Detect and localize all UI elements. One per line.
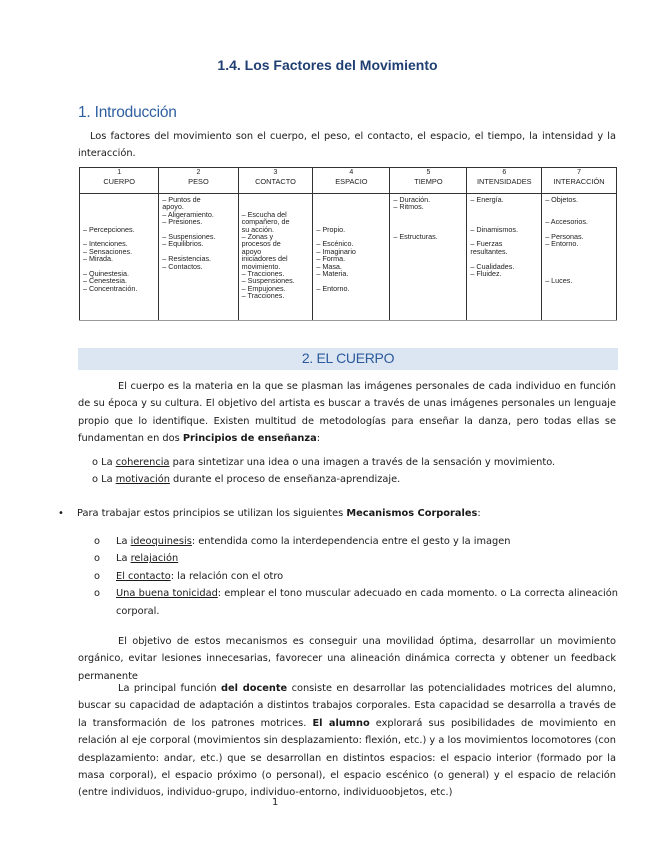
table-cell-line: – Escénico. <box>316 239 354 249</box>
table-cell-line: – Masa. <box>316 261 342 271</box>
table-cell-line: – Sensaciones. <box>83 246 133 256</box>
section-title: 2. EL CUERPO <box>301 350 395 366</box>
table-cell-line: – Concentración. <box>83 283 138 293</box>
principles-label: Principios de enseñanza <box>182 433 317 445</box>
principles-list <box>92 454 592 489</box>
table-cell-line: – Dinamismos. <box>470 224 518 234</box>
table-cell-line <box>316 196 387 203</box>
table-cell-line: – Objetos. <box>545 195 578 204</box>
table-header: 6 INTENSIDADES <box>467 168 542 194</box>
table-cell-cuerpo <box>80 194 159 321</box>
table-cell-peso <box>159 194 238 321</box>
table-cell-line <box>242 196 311 203</box>
table-cell-line: – Zonas y <box>241 232 274 242</box>
table-header: 1 CUERPO <box>80 168 159 194</box>
document-title: 1.4. Los Factores del Movimiento <box>217 57 438 73</box>
table-cell-line: – Resistencias. <box>162 254 212 264</box>
table-cell-line: – Cualidades. <box>470 261 515 271</box>
table-cell-line: – Personas. <box>545 232 584 242</box>
table-header: 4 ESPACIO <box>313 168 390 194</box>
table-cell-line: – Luces. <box>545 276 573 286</box>
table-cell-line: – Suspensiones. <box>162 232 216 242</box>
table-cell-line: – Escucha del <box>241 209 287 219</box>
table-cell-line: apoyo <box>241 246 262 256</box>
table-cell-line: – Entorno. <box>545 239 579 249</box>
table-cell-line: – Forma. <box>316 254 346 264</box>
table-cell-contacto <box>238 194 313 321</box>
table-cell-line: – Accesorios. <box>545 217 588 227</box>
factors-table <box>79 167 617 321</box>
table-cell-line <box>545 248 614 255</box>
table-cell-line: apoyo. <box>162 202 184 212</box>
table-cell-line: – Contactos. <box>162 261 203 271</box>
table-cell-line: compañero, de <box>241 217 290 227</box>
circle-bullet-icon: o <box>94 588 100 600</box>
table-cell-line: movimiento. <box>241 261 281 271</box>
table-cell-line: – Duración. <box>393 195 431 204</box>
table-cell-line: – Percepciones. <box>83 224 135 234</box>
intro-heading: 1. Introducción <box>78 104 177 121</box>
circle-bullet-icon: o <box>94 536 100 547</box>
list-item: o La motivación durante el proceso de enseñanza-aprendizaje. <box>92 474 401 486</box>
table-cell-line: – Estructuras. <box>393 232 438 242</box>
table-cell-line <box>545 255 614 262</box>
table-cell-line <box>83 211 156 218</box>
table-cell-line: – Ritmos. <box>393 202 424 212</box>
page-number: 1 <box>272 797 279 808</box>
list-item: o La coherencia para sintetizar una idea o una imagen a través de la sensación y movimiento. <box>92 457 556 468</box>
docente-paragraph: La principal función del docente consiste en desarrollar las potencialidades motrices del alumno, buscar su capacidad de adaptación a distintos trabajos corporales. Esta capacidad se desarrolla a través de la transformación de los patrones motrices. El alumno explorará sus posibilidades de movimiento en relación al eje corporal (movimientos sin desplazamiento: flexión, etc.) y a los movimientos locomotores (con desplazamiento: andar, etc.) que se desarrollan en distintos espacios: el espacio interior (formado por la masa corporal), el espacio próximo (o personal), el espacio escénico (o general) y el espacio de relación (entre individuos, individuo-grupo, individuo-entorno, individuoobjetos, etc.) <box>78 683 616 799</box>
circle-bullet-icon: o <box>94 570 100 582</box>
table-cell-espacio <box>313 194 390 321</box>
table-cell-line <box>545 203 614 210</box>
table-cell-line: – Mirada. <box>83 254 113 264</box>
table-header-row <box>80 168 617 194</box>
list-item: o La relajación <box>94 550 618 567</box>
table-cell-line: – Quinestesia. <box>83 269 129 279</box>
table-cell-line <box>470 203 539 210</box>
table-cell-line: – Propio. <box>316 224 346 234</box>
table-cell-line: su acción. <box>241 224 274 234</box>
table-cell-line: iniciadores del <box>241 254 288 264</box>
table-cell-tiempo <box>390 194 467 321</box>
table-header: 5 TIEMPO <box>390 168 467 194</box>
table-cell-line: – Tracciones. <box>241 269 285 279</box>
table-cell-line <box>470 211 539 218</box>
document-page: 1.4. Los Factores del Movimiento 1. Introducción Los factores del movimiento son el cuerpo, el peso, el contacto, el espacio, el tiempo, la intensidad y la interacción. 1 CUERPO 2 PESO 3 CONTACTO 4 ESPACIO 5 TIEMPO 6 INTENSIDADES 7 INTERACCIÓN – Percepciones. – Intenciones. – Sensaciones. – Mirada. – Quinestesia. – Cenestesia. – Concentración. – Puntos de apoyo. – Aligeramiento. – Presiones. – Suspensiones. – Equilibrios. – Resistencias. – Contactos. – Escucha del compañero, de su acción. – Zonas y procesos de apoyo iniciadores del movimiento. – Tracciones. – Suspensiones. – Empujones. – Tracciones. – Propio. – Escénico. – Imaginario – Forma. – Masa. – Materia. – Entorno. – Duración. – Ritmos. – Estructuras. – Energía. – Dinamismos. – Fuerzas resultantes. – Cualidades. – Fluidez. – Objetos. – Accesorios. – Personas. – Entorno. – Luces. 2. EL CUERPO El cuerpo es la materia en la que se plasman las imágenes personales de cada individuo en función de su época y su cultura. El objetivo del artista es buscar a través de unas imágenes personales un lenguaje propio que lo identifique. Existen multitud de metodologías para enseñar la danza, pero todas ellas se fundamentan en dos Principios de enseñanza: o La coherencia para sintetizar una idea o una imagen a través de la sensación y movimiento. o La motivación durante el proceso de enseñanza-aprendizaje. • Para trabajar estos principios se utilizan los siguientes Mecanismos Corporales: o La ideoquinesis: entendida como la interdependencia entre el gesto y la imagen o La relajación o El contacto: la relación con el otro o Una buena tonicidad: emplear el tono muscular adecuado en cada momento. o La correcta alineación corporal. El objetivo de estos mecanismos es conseguir una movilidad óptima, desarrollar un movimiento orgánico, evitar lesiones innecesarias, favorecer una alineación dinámica correcta y obtener un feedback permanente La principal función del docente consiste en desarrollar las potencialidades motrices del alumno, buscar su capacidad de adaptación a distintos trabajos corporales. Esta capacidad se desarrolla a través de la transformación de los patrones motrices. El alumno explorará sus posibilidades de movimiento en relación al eje corporal (movimientos sin desplazamiento: flexión, etc.) y a los movimientos locomotores (con desplazamiento: andar, etc.) que se desarrollan en distintos espacios: el espacio interior (formado por la masa corporal), el espacio próximo (o personal), el espacio escénico (o general) y el espacio de relación (entre individuos, individuo-grupo, individuo-entorno, individuoobjetos, etc.) 1 <box>0 0 655 848</box>
intro-paragraph: Los factores del movimiento son el cuerpo, el peso, el contacto, el espacio, el tiempo, la intensidad y la interacción. <box>78 131 616 160</box>
table-cell-line: – Suspensiones. <box>241 276 295 286</box>
table-cell-line: – Intenciones. <box>83 239 128 249</box>
list-item: o La ideoquinesis: entendida como la interdependencia entre el gesto y la imagen <box>94 533 618 550</box>
table-cell-line: – Tracciones. <box>241 291 285 301</box>
table-cell-line: – Cenestesia. <box>83 276 127 286</box>
table-cell-line: – Presiones. <box>162 217 203 227</box>
table-cell-line: – Aligeramiento. <box>162 209 214 219</box>
table-cell-line: – Puntos de <box>162 195 201 204</box>
table-cell-line: – Equilibrios. <box>162 239 204 249</box>
table-row <box>80 194 617 321</box>
table-cell-line <box>316 203 387 210</box>
mechanisms-list <box>94 533 618 620</box>
table-cell-line: – Empujones. <box>241 283 286 293</box>
table-header: 7 INTERACCIÓN <box>542 168 617 194</box>
list-item: o Una buena tonicidad: emplear el tono muscular adecuado en cada momento. o La correcta alineación corporal. <box>94 585 618 620</box>
objective-paragraph: El objetivo de estos mecanismos es conseguir una movilidad óptima, desarrollar un movimiento orgánico, evitar lesiones innecesarias, favorecer una alineación dinámica correcta y obtener un feedback permanente <box>78 636 616 682</box>
table-cell-line: – Materia. <box>316 269 349 279</box>
table-cell-line <box>393 218 464 225</box>
table-cell-intensidades <box>467 194 542 321</box>
table-cell-interaccion <box>542 194 617 321</box>
table-cell-line: resultantes. <box>470 246 508 256</box>
table-header: 2 PESO <box>159 168 238 194</box>
table-cell-line <box>393 211 464 218</box>
list-item: o El contacto: la relación con el otro <box>94 568 618 585</box>
table-cell-line <box>83 196 156 203</box>
table-cell-line: – Imaginario <box>316 246 356 256</box>
bullet-icon: • <box>58 508 64 519</box>
table-cell-line: – Entorno. <box>316 283 350 293</box>
cuerpo-paragraph: El cuerpo es la materia en la que se plasman las imágenes personales de cada individuo en función de su época y su cultura. El objetivo del artista es buscar a través de unas imágenes personales un lenguaje propio que lo identifique. Existen multitud de metodologías para enseñar la danza, pero todas ellas se fundamentan en dos Principios de enseñanza: <box>78 381 616 445</box>
table-cell-line: procesos de <box>241 239 281 249</box>
table-cell-line: – Energía. <box>470 195 504 204</box>
circle-bullet-icon: o <box>94 553 100 565</box>
table-cell-line: – Fluidez. <box>470 269 502 279</box>
section-heading-bar <box>78 348 618 370</box>
table-header: 3 CONTACTO <box>238 168 313 194</box>
table-cell-line <box>545 263 614 270</box>
table-cell-line <box>83 203 156 210</box>
table-cell-line: – Fuerzas <box>470 239 503 249</box>
table-cell-line <box>316 211 387 218</box>
